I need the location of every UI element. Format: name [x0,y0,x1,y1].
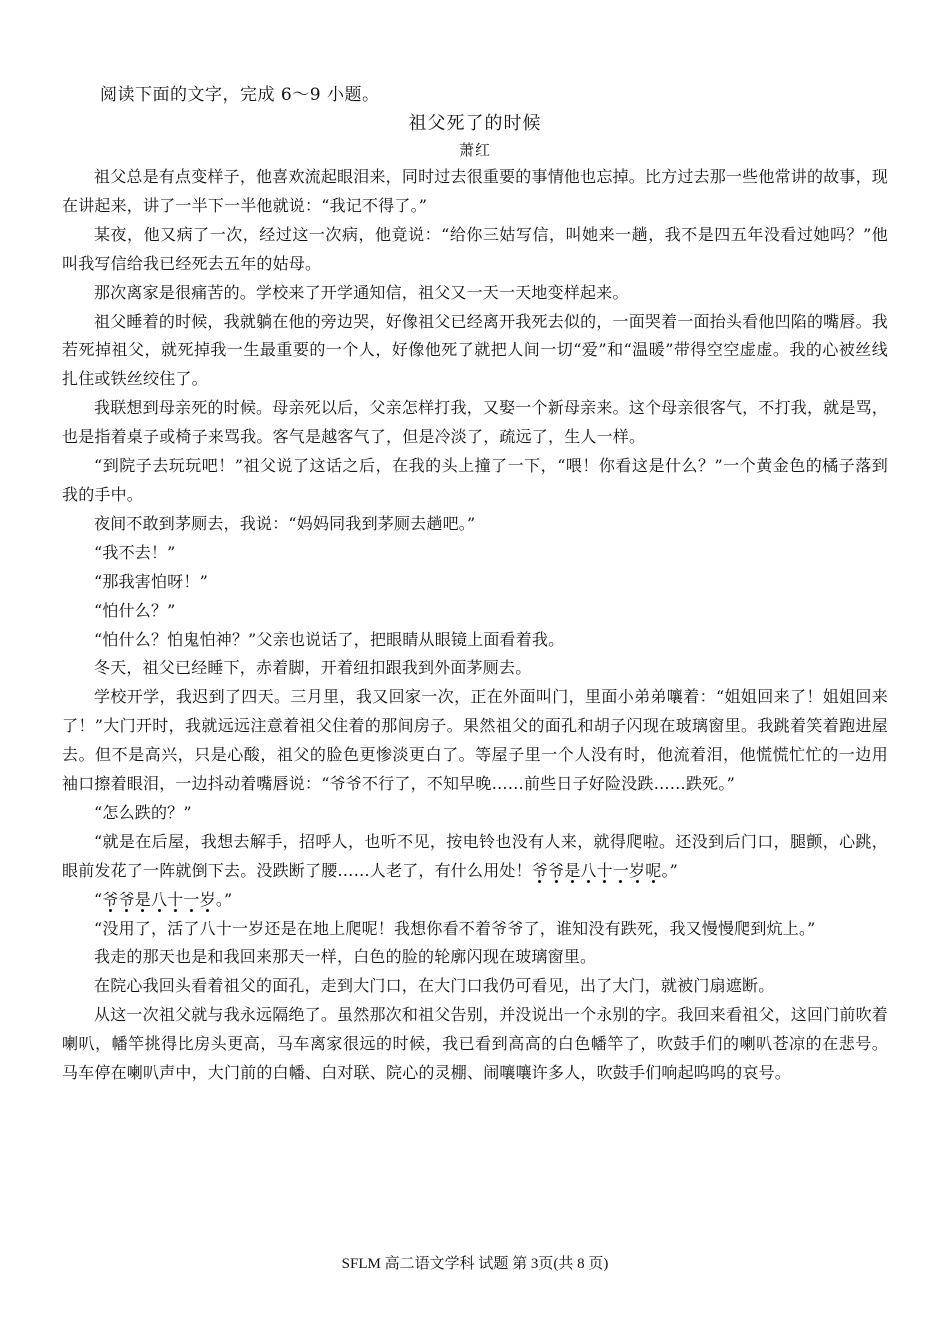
paragraph [62,886,888,915]
paragraph: 冬天，祖父已经睡下，赤着脚，开着纽扣跟我到外面茅厕去。 [94,658,532,678]
reading-instruction: 阅读下面的文字，完成 6～9 小题。 [100,85,380,105]
paragraph: “没用了，活了八十一岁还是在地上爬呢！我想你看不着爷爷了，谁知没有跌死，我又慢慢爬到炕上。” [94,918,816,938]
paragraph: 夜间不敢到茅厕去，我说：“妈妈同我到茅厕去趟吧。” [94,513,476,533]
paragraph: 学校开学，我迟到了四天。三月里，我又回家一次，正在外面叫门，里面小弟弟嚷着：“姐姐回来了！姐姐回来了！”大门开时，我就远远注意着祖父住着的那间房子。果然祖父的面孔和胡子闪现在玻璃窗里。我跳着笑着跑进屋去。但不是高兴，只是心酸，祖父的脸色更惨淡更白了。等屋子里一个人没有时，他流着泪，他慌慌忙忙的一边用袖口擦着眼泪，一边抖动着嘴唇说：“爷爷不行了，不知早晚……前些日子好险没跌……跌死。” [62,687,888,794]
paragraph: “怕什么？怕鬼怕神？”父亲也说话了，把眼睛从眼镜上面看着我。 [94,629,565,649]
paragraph: 我联想到母亲死的时候。母亲死以后，父亲怎样打我，又娶一个新母亲来。这个母亲很客气，不打我，就是骂，也是指着桌子或椅子来骂我。客气是越客气了，但是冷淡了，疏远了，生人一样。 [62,398,888,447]
article-title: 祖父死了的时候 [408,113,542,134]
paragraph: “怎么跌的？” [94,802,192,822]
paragraph-text: 。” [215,889,233,909]
paragraph: “我不去！” [94,542,176,562]
paragraph: “到院子去玩玩吧！”祖父说了这话之后，在我的头上撞了一下，“喂！你看这是什么？”一个黄金色的橘子落到我的手中。 [62,456,888,504]
paragraph: 祖父总是有点变样子，他喜欢流起眼泪来，同时过去很重要的事情他也忘掉。比方过去那一些他常讲的故事，现在讲起来，讲了一半下一半他就说：“我记不得了。” [62,167,888,215]
article-body [62,163,888,1088]
paragraph: 祖父睡着的时候，我就躺在他的旁边哭，好像祖父已经离开我死去似的，一面哭着一面抬头看他凹陷的嘴唇。我若死掉祖父，就死掉我一生最重要的一个人，好像他死了就把人间一切“爱”和“温暖”带得空空虚虚。我的心被丝线扎住或铁丝绞住了。 [62,311,888,389]
paragraph: 那次离家是很痛苦的。学校来了开学通知信，祖父又一天一天地变样起来。 [94,282,629,302]
paragraph-text: “ [94,889,103,909]
paragraph: 从这一次祖父就与我永远隔绝了。虽然那次和祖父告别，并没说出一个永别的字。我回来看祖父，这回门前吹着喇叭，幡竿挑得比房头更高，马车离家很远的时候，我已看到高高的白色幡竿了，吹鼓手们的喇叭苍凉的在悲号。马车停在喇叭声中，大门前的白幡、白对联、院心的灵棚、闹嚷嚷许多人，吹鼓手们响起呜呜的哀号。 [62,1005,888,1083]
paragraph: “那我害怕呀！” [94,571,208,591]
paragraph [62,828,888,886]
paragraph: “怕什么？” [94,600,176,620]
emphasized-text: 爷爷是八十一岁 [102,889,216,909]
paragraph: 在院心我回头看着祖父的面孔，走到大门口，在大门口我仍可看见，出了大门，就被门扇遮断。 [94,976,775,996]
paragraph: 我走的那天也是和我回来那天一样，白色的脸的轮廓闪现在玻璃窗里。 [94,947,597,967]
article-author: 萧红 [458,141,491,159]
page-footer: SFLM 高二语文学科 试题 第 3页(共 8 页) [341,1256,609,1272]
paragraph-text: 。” [661,860,679,880]
paragraph-text: “就是在后屋，我想去解手，招呼人，也听不见，按电铃也没有人来，就得爬啦。还没到后门口，腿颤，心跳，眼前发花了一阵就倒下去。没跌断了腰……人老了，有什么用处！ [62,831,888,880]
paragraph: 某夜，他又病了一次，经过这一次病，他竟说：“给你三姑写信，叫她来一趟，我不是四五年没看过她吗？”他叫我写信给我已经死去五年的姑母。 [62,224,888,273]
emphasized-text: 爷爷是八十一岁呢 [531,860,662,880]
